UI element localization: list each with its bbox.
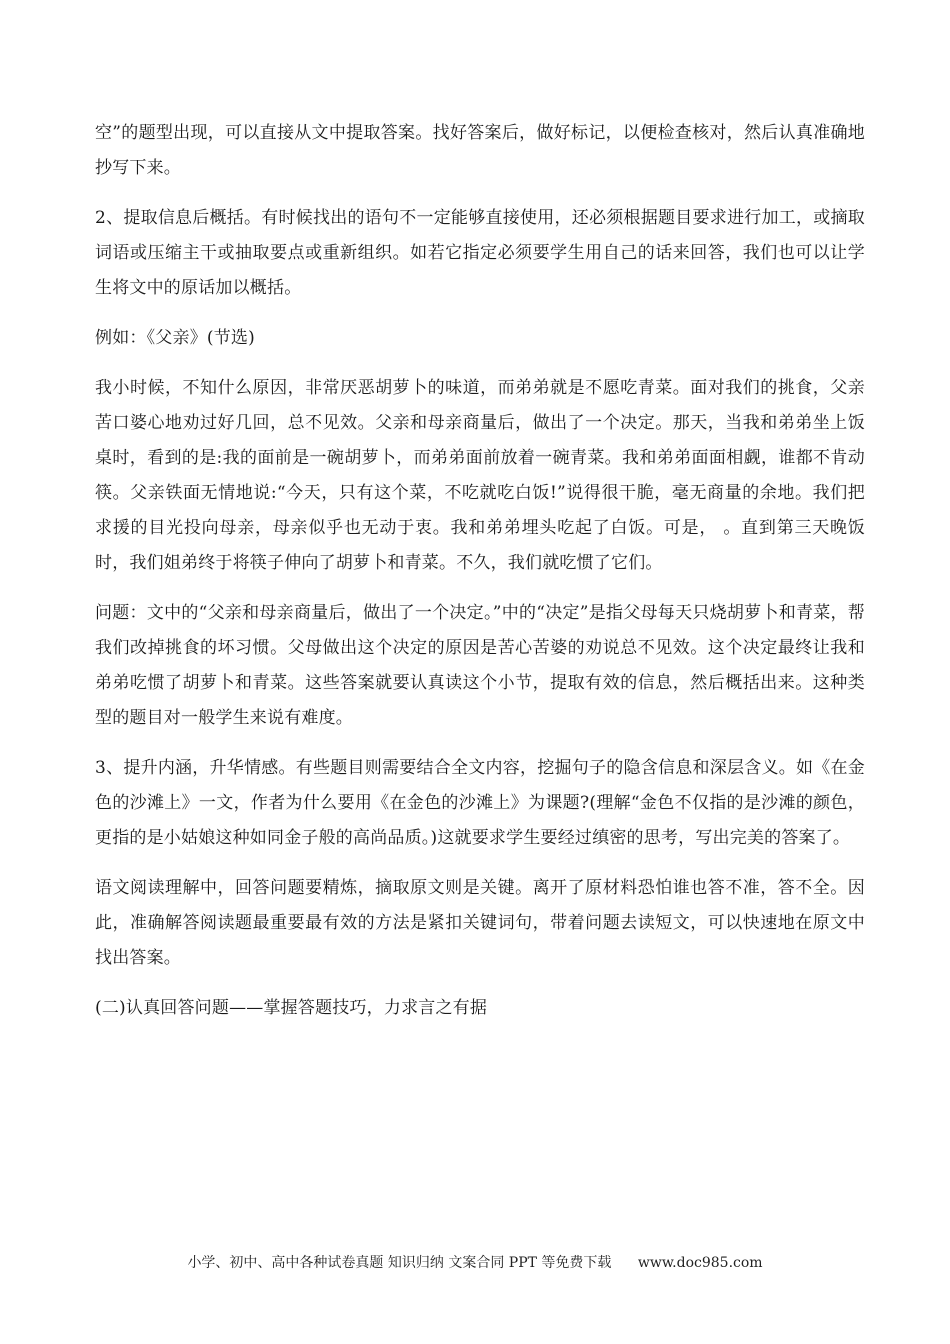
paragraph-example-title: 例如：《父亲》(节选) <box>95 328 255 348</box>
paragraph-extract-summarize: 2、提取信息后概括。有时候找出的语句不一定能够直接使用，还必须根据题目要求进行加工，或摘取词语或压缩主干或抽取要点或重新组织。如若它指定必须要学生用自己的话来回答，我们也可以让学生将文中的原话加以概括。 <box>95 208 865 298</box>
paragraph-deepen-meaning: 3、提升内涵，升华情感。有些题目则需要结合全文内容，挖掘句子的隐含信息和深层含义。如《在金色的沙滩上》一文，作者为什么要用《在金色的沙滩上》为课题?(理解“金色不仅指的是沙滩的颜色，更指的是小姑娘这种如同金子般的高尚品质。)这就要求学生要经过缜密的思考，写出完美的答案了。 <box>95 758 865 848</box>
section-heading: (二)认真回答问题——掌握答题技巧，力求言之有据 <box>95 998 488 1018</box>
paragraph-question-analysis: 问题：文中的“父亲和母亲商量后，做出了一个决定。”中的“决定”是指父母每天只烧胡萝卜和青菜，帮我们改掉挑食的坏习惯。父母做出这个决定的原因是苦心苦婆的劝说总不见效。这个决定最终让我和弟弟吃惯了胡萝卜和青菜。这些答案就要认真读这个小节，提取有效的信息，然后概括出来。这种类型的题目对一般学生来说有难度。 <box>95 603 865 728</box>
paragraph-key-method: 语文阅读理解中，回答问题要精炼，摘取原文则是关键。离开了原材料恐怕谁也答不准，答不全。因此，准确解答阅读题最重要最有效的方法是紧扣关键词句，带着问题去读短文，可以快速地在原文中找出答案。 <box>95 878 865 968</box>
paragraph-answer-copy: 空”的题型出现，可以直接从文中提取答案。找好答案后，做好标记，以便检查核对，然后认真准确地抄写下来。 <box>95 123 865 178</box>
footer-text: 小学、初中、高中各种试卷真题 知识归纳 文案合同 PPT 等免费下载 <box>187 1255 612 1271</box>
footer-url[interactable]: www.doc985.com <box>637 1255 763 1271</box>
document-body <box>95 116 865 1041</box>
page-footer <box>0 1252 950 1272</box>
paragraph-example-passage: 我小时候，不知什么原因，非常厌恶胡萝卜的味道，而弟弟就是不愿吃青菜。面对我们的挑食，父亲苦口婆心地劝过好几回，总不见效。父亲和母亲商量后，做出了一个决定。那天，当我和弟弟坐上饭桌时，看到的是:我的面前是一碗胡萝卜，而弟弟面前放着一碗青菜。我和弟弟面面相觑，谁都不肯动筷。父亲铁面无情地说:“今天，只有这个菜，不吃就吃白饭!”说得很干脆，毫无商量的余地。我们把求援的目光投向母亲，母亲似乎也无动于衷。我和弟弟埋头吃起了白饭。可是， 。直到第三天晚饭时，我们姐弟终于将筷子伸向了胡萝卜和青菜。不久，我们就吃惯了它们。 <box>95 378 865 573</box>
